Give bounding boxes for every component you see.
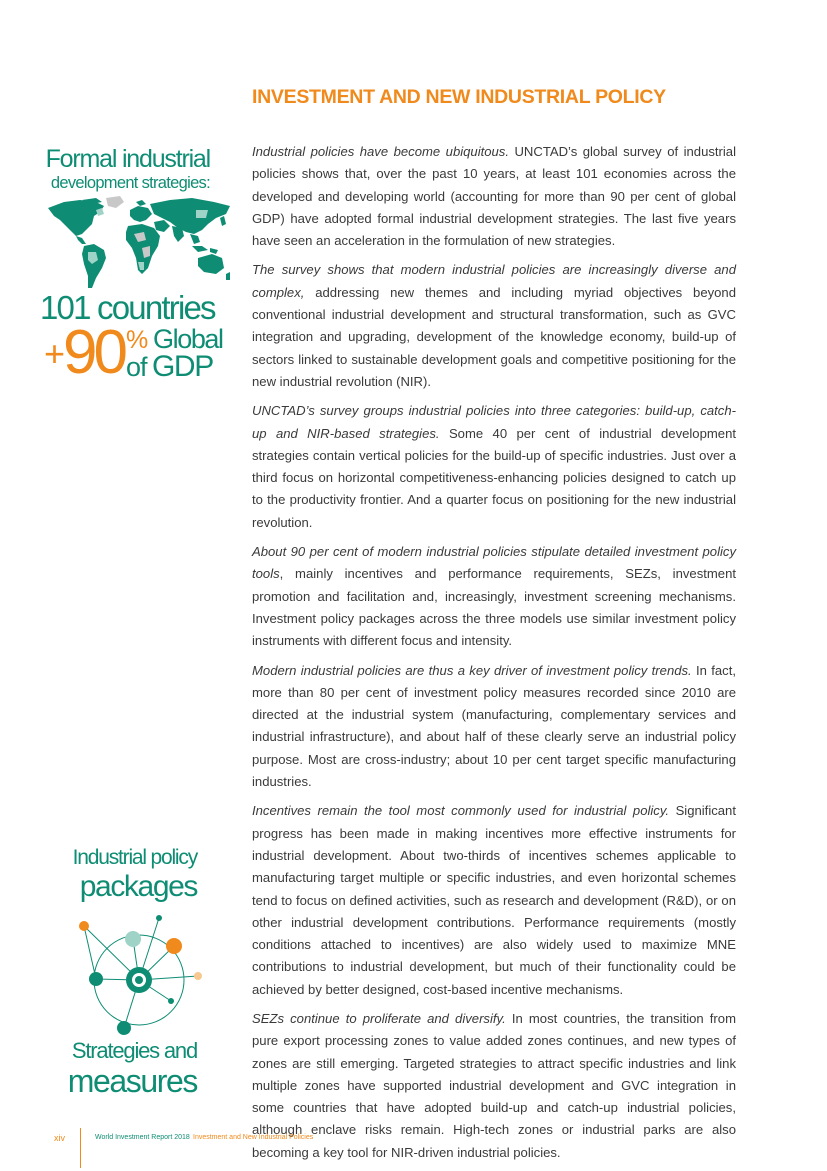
- policy-packages-infographic: [60, 845, 220, 1105]
- paragraph: [252, 400, 736, 534]
- network-nodes-icon: [75, 910, 210, 1040]
- page-number: xiv: [54, 1133, 65, 1143]
- paragraph-body: addressing new themes and including myriad objectives beyond conventional industrial development and structural transformation, such as GVC integration and upgrading, development of the knowledge economy, build-up of sectors linked to sustainable development goals and competitive positioning for the new industrial revolution (NIR).: [252, 284, 736, 389]
- paragraph-lead: SEZs continue to proliferate and diversify.: [252, 1010, 506, 1026]
- footer-divider: [80, 1128, 81, 1168]
- paragraph-body: In fact, more than 80 per cent of investment policy measures recorded since 2010 are directed at the industrial system (manufacturing, complementary services and industrial infrastructure), and about half of these clearly serve an industrial policy purpose. Most are cross-industry; about 10 per cent target specific manufacturing industries.: [252, 662, 736, 790]
- countries-stat: 101 countries: [40, 289, 215, 326]
- paragraph-lead: Industrial policies have become ubiquitous.: [252, 144, 509, 159]
- packages-title-line2: packages: [79, 870, 197, 903]
- paragraph: [252, 1008, 736, 1164]
- strategies-line2: measures: [67, 1063, 197, 1099]
- paragraph-lead: Incentives remain the tool most commonly used for industrial policy.: [252, 803, 670, 819]
- paragraph: [252, 141, 736, 252]
- of-label: of: [126, 352, 147, 382]
- paragraph-body: UNCTAD’s global survey of industrial policies shows that, over the past 10 years, at least 101 economies across the developed and developing world (accounting for more than 90 per cent of global GDP) have adopted formal industrial development strategies. The last five years have seen an acceleration in the formulation of new strategies.: [252, 144, 736, 249]
- paragraph-body: In most countries, the transition from pure export processing zones to value added zones continues, and new types of zones are still emerging. Targeted strategies to attract specific industries and link multiple zones have supported industrial development and GVC integration in some countries that have adopted build-up and catch-up industrial policies, although enclave risks remain. High-tech zones or industrial parks are also becoming a key tool for NIR-driven industrial policies.: [252, 1010, 736, 1160]
- percent-sign: %: [126, 326, 149, 354]
- strategies-line1: Strategies and: [71, 1038, 197, 1063]
- footer-report-name: World Investment Report 2018: [95, 1134, 190, 1141]
- infographic-title: Formal industrial: [45, 145, 210, 173]
- paragraph-body: Significant progress has been made in making incentives more effective instruments for industrial development. About two-thirds of incentives schemes applicable to manufacturing target multiple or specific industries, and even horizontal schemes tend to focus on defined activities, such as research and development (R&D), or on other industrial development contributions. Performance requirements (mostly conditions attached to incentives) are also widely used to maximize MNE contributions to industrial development, but much of their functionality could be achieved by better designed, cost-based incentive mechanisms.: [252, 803, 736, 997]
- gdp-label: GDP: [152, 350, 213, 383]
- gdp-share-stat: [44, 318, 224, 392]
- world-map-icon: [46, 196, 234, 294]
- paragraph-body: , mainly incentives and performance requirements, SEZs, investment promotion and facilitation and, increasingly, investment screening mechanisms. Investment policy packages across the three models use similar investment policy instruments with different focus and intensity.: [252, 566, 736, 649]
- paragraph: [252, 541, 736, 652]
- paragraph: [252, 660, 736, 794]
- plus-sign: +: [44, 333, 66, 374]
- global-label: Global: [153, 324, 223, 354]
- footer-section-name: Investment and New Industrial Policies: [193, 1134, 314, 1141]
- paragraph-lead: About 90 per cent of modern industrial policies stipulate detailed investment policy tools: [252, 544, 736, 582]
- section-heading: INVESTMENT AND NEW INDUSTRIAL POLICY: [252, 86, 666, 108]
- paragraph-lead: UNCTAD’s survey groups industrial policies into three categories: build-up, catch-up and NIR-based strategies.: [252, 403, 736, 441]
- paragraph: [252, 800, 736, 1001]
- paragraph: [252, 259, 736, 393]
- gdp-percent-value: 90: [63, 318, 124, 387]
- infographic-subtitle: development strategies:: [50, 174, 210, 192]
- packages-title-line1: Industrial policy: [72, 846, 197, 869]
- paragraph-body: Some 40 per cent of industrial development strategies contain vertical policies for the build-up of specific industries. Just over a third focus on horizontal competitiveness-enhancing policies designed to catch up to the productivity frontier. And a quarter focus on positioning for the new industrial revolution.: [252, 425, 736, 530]
- paragraph-lead: Modern industrial policies are thus a key driver of investment policy trends.: [252, 662, 692, 678]
- paragraph-lead: The survey shows that modern industrial policies are increasingly diverse and complex,: [252, 262, 736, 300]
- body-text: [252, 141, 736, 1171]
